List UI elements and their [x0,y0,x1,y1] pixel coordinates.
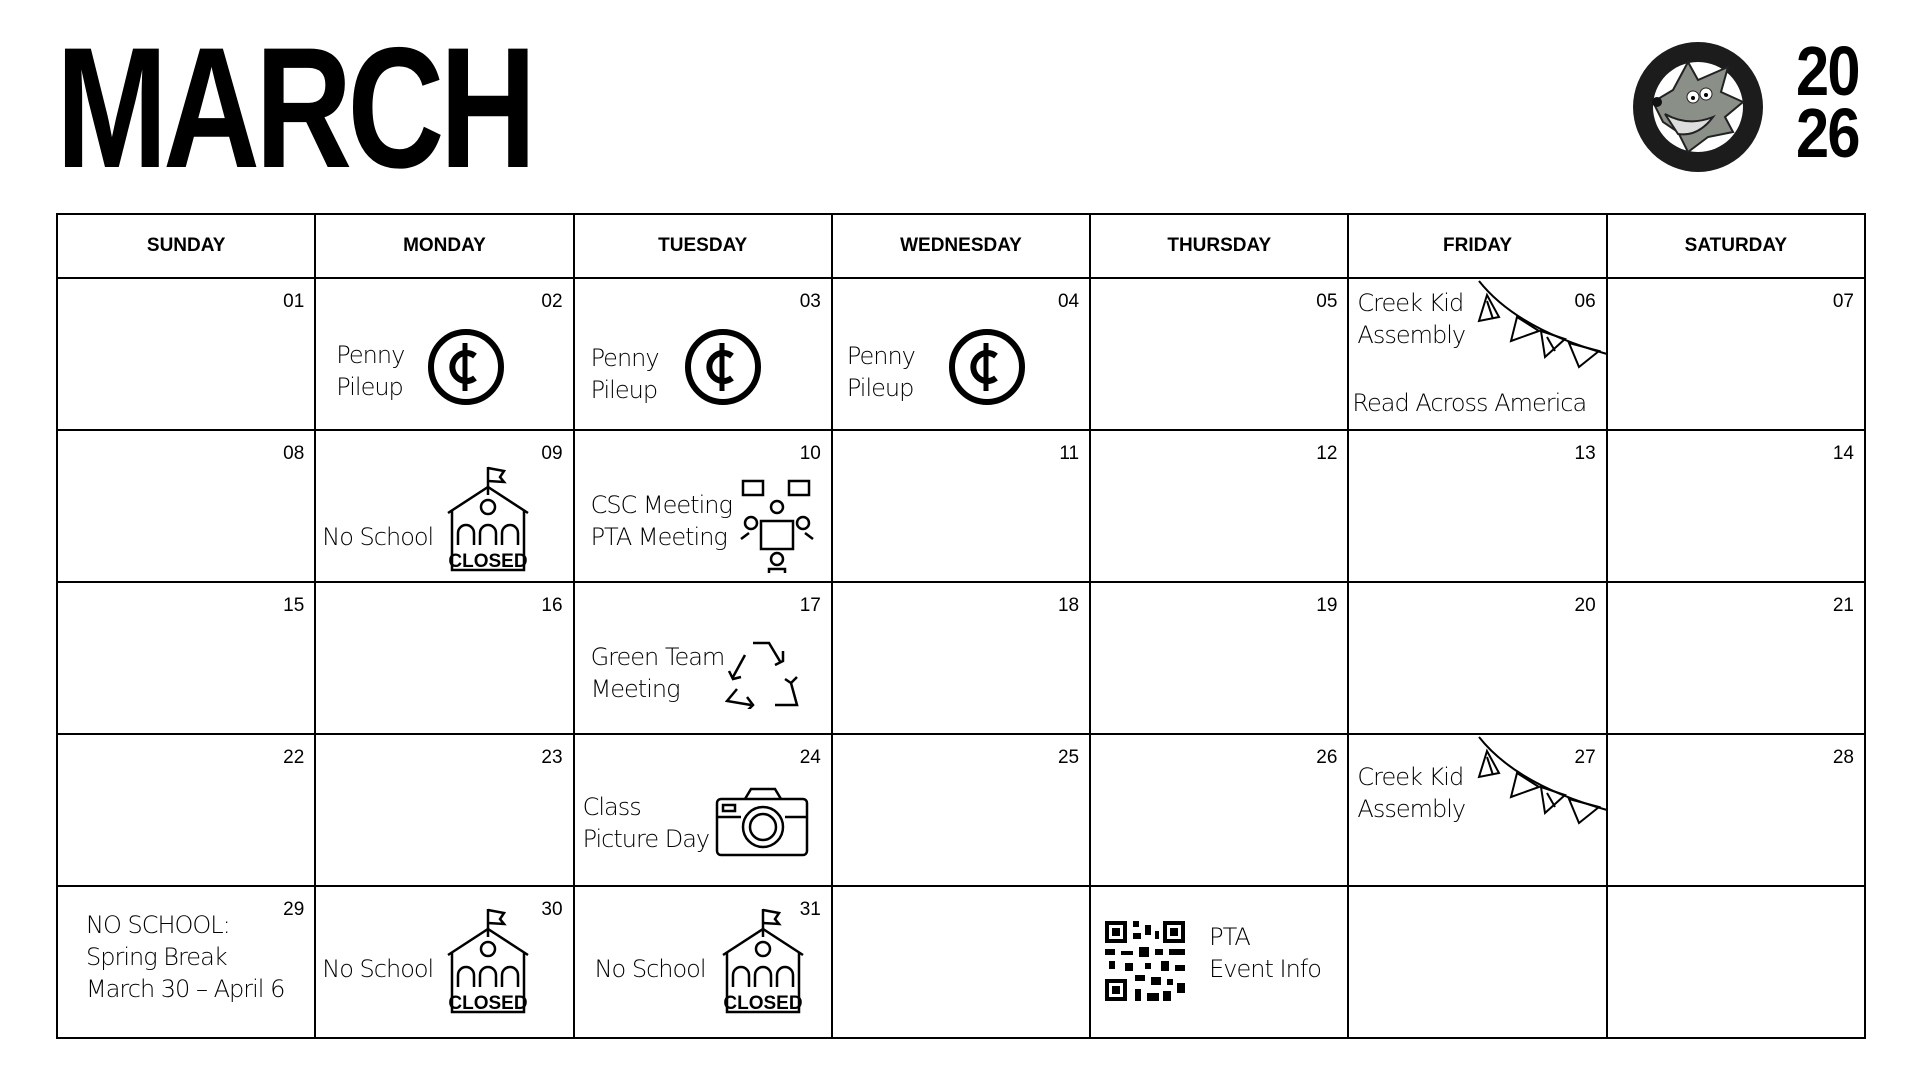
day-number: 06 [1574,291,1596,312]
week-row [57,734,1865,886]
meeting-people-icon [739,479,815,573]
event-line: Pileup [846,374,914,402]
event-line: Creek Kid [1357,289,1464,317]
event-line: Picture Day [582,825,710,853]
closed-label: CLOSED [722,993,803,1014]
closed-label: CLOSED [448,551,528,572]
event-penny-pileup [847,340,915,404]
week-row [57,886,1865,1038]
event-class-picture-day [583,791,710,855]
event-spring-break [86,909,284,1005]
closed-school-icon [438,465,538,575]
event-line: Pileup [590,376,658,404]
day-cell[interactable] [1607,582,1865,734]
cent-coin-icon [428,329,506,407]
event-creek-kid-assembly [1357,761,1465,825]
closed-school-icon [713,907,813,1017]
event-green-team-meeting [591,641,725,705]
cent-coin-icon [949,329,1027,407]
event-penny-pileup [336,339,404,403]
day-number: 28 [1832,747,1854,768]
day-cell[interactable] [1348,430,1606,582]
day-cell[interactable] [1090,582,1348,734]
day-number: 17 [799,595,821,616]
day-cell[interactable] [1607,886,1865,1038]
weekday-wednesday: WEDNESDAY [832,214,1090,278]
event-pta-info [1209,921,1321,985]
weekday-sunday: SUNDAY [57,214,315,278]
recycle-icon [725,639,799,709]
day-cell[interactable] [574,734,832,886]
day-number: 15 [283,595,305,616]
event-line: Event Info [1209,955,1321,983]
day-number: 21 [1832,595,1854,616]
day-cell[interactable] [832,886,1090,1038]
year-top: 20 [1796,32,1859,110]
event-meetings [591,489,732,553]
day-cell[interactable] [1090,886,1348,1038]
day-number: 05 [1316,291,1338,312]
day-cell[interactable] [315,886,573,1038]
day-cell[interactable] [1607,278,1865,430]
event-no-school: No School [594,955,706,983]
day-number: 09 [541,443,563,464]
event-line: Class [582,793,641,821]
day-number: 04 [1057,291,1080,312]
day-cell[interactable] [1607,734,1865,886]
event-line: Assembly [1357,795,1466,823]
weekday-thursday: THURSDAY [1090,214,1348,278]
event-no-school: No School [322,955,434,983]
day-number: 31 [799,899,821,920]
day-number: 12 [1316,443,1338,464]
day-number: 18 [1057,595,1080,616]
day-number: 16 [541,595,563,616]
bunting-icon [1477,735,1609,827]
event-line: Meeting [590,675,680,703]
event-no-school: No School [322,523,434,551]
event-line: NO SCHOOL: [86,911,230,939]
day-cell[interactable] [57,430,315,582]
day-number: 19 [1316,595,1338,616]
weekday-tuesday: TUESDAY [574,214,832,278]
event-line: Penny [846,342,915,370]
day-cell[interactable] [1348,278,1606,430]
day-number: 26 [1316,747,1338,768]
camera-icon [715,787,809,857]
day-number: 25 [1057,747,1080,768]
bunting-icon [1477,279,1609,371]
day-number: 23 [541,747,563,768]
day-cell[interactable] [832,278,1090,430]
day-cell[interactable] [1348,582,1606,734]
day-number: 13 [1574,443,1596,464]
wolf-mascot-logo [1633,42,1763,172]
day-cell[interactable] [57,278,315,430]
day-number: 20 [1574,595,1596,616]
event-penny-pileup [591,342,659,406]
event-line: CSC Meeting [590,491,732,519]
event-line: Penny [590,344,659,372]
event-line: Pileup [336,373,403,401]
calendar-grid [56,213,1866,1039]
week-row [57,582,1865,734]
day-number: 03 [799,291,821,312]
event-line: Spring Break [86,943,227,971]
day-cell[interactable] [1090,430,1348,582]
day-cell[interactable] [315,582,573,734]
day-number: 30 [541,899,563,920]
event-read-across-america: Read Across America [1352,389,1587,417]
day-number: 08 [283,443,305,464]
event-creek-kid-assembly [1357,287,1465,351]
day-cell[interactable] [1090,278,1348,430]
closed-label: CLOSED [448,993,528,1014]
weekday-friday: FRIDAY [1348,214,1606,278]
day-number: 02 [541,291,563,312]
day-cell[interactable] [57,886,315,1038]
day-number: 27 [1574,747,1596,768]
qr-code-icon[interactable] [1105,921,1185,1001]
event-line: PTA [1209,923,1250,951]
month-title: MARCH [56,12,532,204]
year [1796,32,1859,172]
day-number: 07 [1832,291,1854,312]
day-cell[interactable] [574,278,832,430]
day-number: 29 [283,899,305,920]
weekday-header-row [57,214,1865,278]
day-cell[interactable] [57,582,315,734]
day-number: 01 [283,291,305,312]
day-cell[interactable] [574,582,832,734]
day-cell[interactable] [1348,734,1606,886]
day-cell[interactable] [315,734,573,886]
day-number: 11 [1059,443,1080,464]
day-number: 24 [799,747,821,768]
cent-coin-icon [685,329,763,407]
day-number: 14 [1832,443,1854,464]
week-row [57,278,1865,430]
weekday-monday: MONDAY [315,214,573,278]
event-line: Assembly [1357,321,1466,349]
day-cell[interactable] [832,430,1090,582]
day-number: 22 [283,747,305,768]
event-line: PTA Meeting [590,523,727,551]
day-cell[interactable] [315,278,573,430]
day-cell[interactable] [574,886,832,1038]
day-cell[interactable] [832,734,1090,886]
day-cell[interactable] [57,734,315,886]
closed-school-icon [438,907,538,1017]
event-line: March 30 – April 6 [86,975,285,1003]
weekday-saturday: SATURDAY [1607,214,1865,278]
day-cell[interactable] [1607,430,1865,582]
year-bottom: 26 [1796,94,1859,172]
day-cell[interactable] [315,430,573,582]
day-cell[interactable] [832,582,1090,734]
event-line: Creek Kid [1357,763,1464,791]
day-cell[interactable] [1090,734,1348,886]
day-number: 10 [799,443,821,464]
event-line: Penny [336,341,405,369]
day-cell[interactable] [574,430,832,582]
event-line: Green Team [590,643,725,671]
week-row [57,430,1865,582]
day-cell[interactable] [1348,886,1606,1038]
